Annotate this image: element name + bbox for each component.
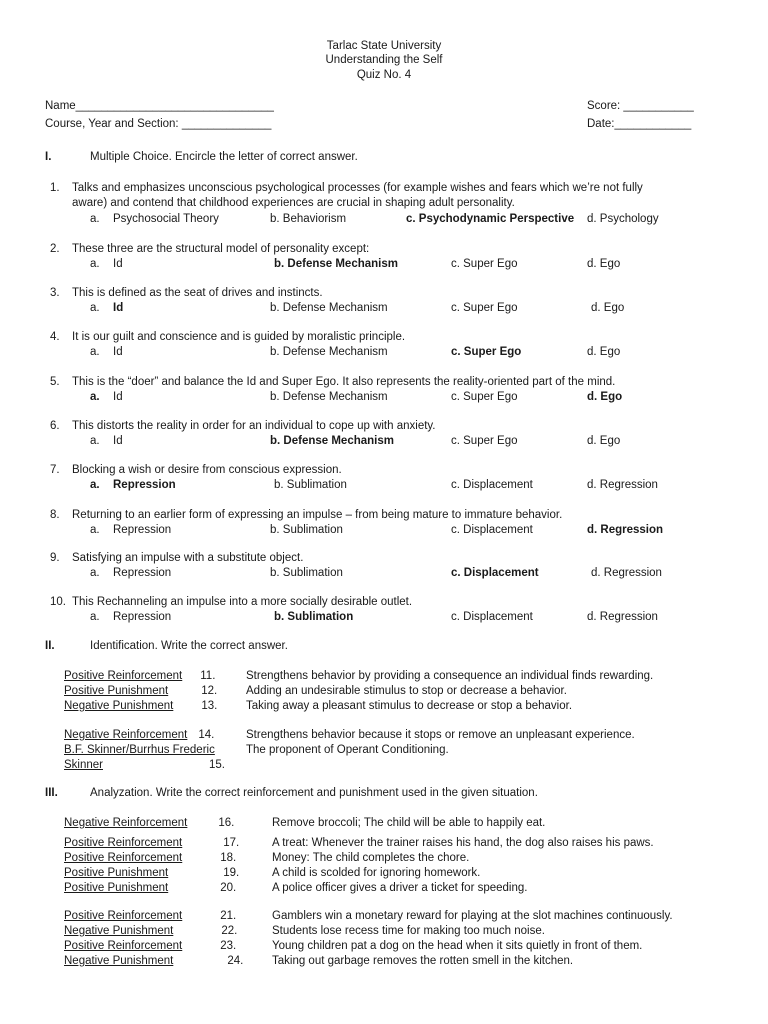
item-16-text: Remove broccoli; The child will be able to happily eat.	[272, 817, 546, 829]
q7-choice-a-letter: a.	[90, 479, 100, 491]
q6-choice-b: b. Defense Mechanism	[270, 435, 394, 447]
part3-instruction: Analyzation. Write the correct reinforcement and punishment used in the given situation.	[90, 787, 538, 799]
course-title: Understanding the Self	[325, 54, 443, 66]
q4-number: 4.	[50, 331, 60, 343]
q6-choice-c: c. Super Ego	[451, 435, 518, 447]
answer-14: Negative Reinforcement 14.	[64, 729, 215, 741]
q6-choice-d: d. Ego	[587, 435, 621, 447]
q5-choice-a: Id	[113, 391, 123, 403]
q2-choice-a-letter: a.	[90, 258, 100, 270]
q3-text: This is defined as the seat of drives and instincts.	[72, 287, 323, 299]
item-23-text: Young children pat a dog on the head when it sits quietly in front of them.	[272, 940, 643, 952]
answer-22: Negative Punishment 22.	[64, 925, 238, 937]
q5-number: 5.	[50, 376, 60, 388]
answer-11: Positive Reinforcement 11.	[64, 670, 216, 682]
q1-choice-a: Psychosocial Theory	[113, 213, 219, 225]
answer-20: Positive Punishment 20.	[64, 882, 237, 894]
q9-choice-b: b. Sublimation	[270, 567, 343, 579]
q5-choice-b: b. Defense Mechanism	[270, 391, 388, 403]
q8-choice-c: c. Displacement	[451, 524, 533, 536]
q6-text: This distorts the reality in order for an individual to cope up with anxiety.	[72, 420, 436, 432]
q9-choice-a: Repression	[113, 567, 172, 579]
q2-choice-a: Id	[113, 258, 123, 270]
q2-choice-d: d. Ego	[587, 258, 621, 270]
q9-number: 9.	[50, 552, 60, 564]
q8-choice-d: d. Regression	[587, 524, 664, 536]
answer-15-line2: Skinner 15.	[64, 759, 225, 771]
answer-16: Negative Reinforcement 16.	[64, 817, 235, 829]
q10-choice-d: d. Regression	[587, 611, 658, 623]
date-field: Date:____________	[587, 118, 692, 130]
item-11-text: Strengthens behavior by providing a consequence an individual finds rewarding.	[246, 670, 654, 682]
q3-choice-b: b. Defense Mechanism	[270, 302, 388, 314]
q4-text: It is our guilt and conscience and is guided by moralistic principle.	[72, 331, 406, 343]
score-field: Score: ___________	[587, 100, 694, 112]
course-section-field: Course, Year and Section: ______________	[45, 118, 272, 130]
q7-choice-a: Repression	[113, 479, 176, 491]
q1-choice-a-letter: a.	[90, 213, 100, 225]
quiz-title: Quiz No. 4	[356, 69, 412, 81]
answer-12: Positive Punishment 12.	[64, 685, 218, 697]
q1-choice-d: d. Psychology	[587, 213, 659, 225]
q2-number: 2.	[50, 243, 60, 255]
q7-text: Blocking a wish or desire from conscious expression.	[72, 464, 342, 476]
q4-choice-a: Id	[113, 346, 123, 358]
answer-19: Positive Punishment 19.	[64, 867, 240, 879]
item-13-text: Taking away a pleasant stimulus to decrease or stop a behavior.	[246, 700, 573, 712]
university-title: Tarlac State University	[326, 40, 442, 52]
q3-choice-d: d. Ego	[591, 302, 625, 314]
q9-choice-a-letter: a.	[90, 567, 100, 579]
part1-numeral: I.	[45, 151, 52, 163]
item-17-text: A treat: Whenever the trainer raises his hand, the dog also raises his paws.	[272, 837, 654, 849]
q6-choice-a: Id	[113, 435, 123, 447]
q4-choice-d: d. Ego	[587, 346, 621, 358]
q3-choice-a: Id	[113, 302, 124, 314]
q1-text-line2: aware) and contend that childhood experiences are crucial in shaping adult personality.	[72, 197, 515, 209]
item-21-text: Gamblers win a monetary reward for playing at the slot machines continuously.	[272, 910, 673, 922]
q2-choice-b: b. Defense Mechanism	[274, 258, 398, 270]
q9-text: Satisfying an impulse with a substitute object.	[72, 552, 304, 564]
q7-number: 7.	[50, 464, 60, 476]
q7-choice-c: c. Displacement	[451, 479, 533, 491]
q8-text: Returning to an earlier form of expressing an impulse – from being mature to immature behavior.	[72, 509, 563, 521]
q6-number: 6.	[50, 420, 60, 432]
q10-choice-a: Repression	[113, 611, 172, 623]
q1-choice-b: b. Behaviorism	[270, 213, 347, 225]
part2-instruction: Identification. Write the correct answer.	[90, 640, 288, 652]
q6-choice-a-letter: a.	[90, 435, 100, 447]
q10-choice-c: c. Displacement	[451, 611, 533, 623]
item-15-text: The proponent of Operant Conditioning.	[246, 744, 449, 756]
q1-number: 1.	[50, 182, 60, 194]
q8-number: 8.	[50, 509, 60, 521]
q8-choice-a-letter: a.	[90, 524, 100, 536]
item-14-text: Strengthens behavior because it stops or remove an unpleasant experience.	[246, 729, 635, 741]
q8-choice-b: b. Sublimation	[270, 524, 343, 536]
q5-choice-d: d. Ego	[587, 391, 623, 403]
q4-choice-b: b. Defense Mechanism	[270, 346, 388, 358]
answer-18: Positive Reinforcement 18.	[64, 852, 237, 864]
q9-choice-c: c. Displacement	[451, 567, 539, 579]
q4-choice-c: c. Super Ego	[451, 346, 522, 358]
answer-21: Positive Reinforcement 21.	[64, 910, 237, 922]
q5-choice-c: c. Super Ego	[451, 391, 518, 403]
q10-choice-a-letter: a.	[90, 611, 100, 623]
answer-17: Positive Reinforcement 17.	[64, 837, 240, 849]
item-12-text: Adding an undesirable stimulus to stop or decrease a behavior.	[246, 685, 567, 697]
answer-24: Negative Punishment 24.	[64, 955, 244, 967]
q4-choice-a-letter: a.	[90, 346, 100, 358]
name-field: Name_______________________________	[45, 100, 274, 112]
part1-instruction: Multiple Choice. Encircle the letter of correct answer.	[90, 151, 358, 163]
q3-choice-a-letter: a.	[90, 302, 100, 314]
q10-number: 10.	[50, 596, 66, 608]
q1-choice-c: c. Psychodynamic Perspective	[406, 213, 575, 225]
q2-choice-c: c. Super Ego	[451, 258, 518, 270]
q7-choice-b: b. Sublimation	[274, 479, 347, 491]
q7-choice-d: d. Regression	[587, 479, 658, 491]
answer-13: Negative Punishment 13.	[64, 700, 218, 712]
q8-choice-a: Repression	[113, 524, 172, 536]
item-20-text: A police officer gives a driver a ticket for speeding.	[272, 882, 528, 894]
q10-choice-b: b. Sublimation	[274, 611, 354, 623]
q5-text: This is the “doer” and balance the Id and Super Ego. It also represents the reality-oriented part of the mind.	[72, 376, 616, 388]
q10-text: This Rechanneling an impulse into a more socially desirable outlet.	[72, 596, 413, 608]
part3-numeral: III.	[45, 787, 58, 799]
q3-choice-c: c. Super Ego	[451, 302, 518, 314]
q1-text-line1: Talks and emphasizes unconscious psychological processes (for example wishes and fears which we’re not fully	[72, 182, 643, 194]
part2-numeral: II.	[45, 640, 55, 652]
answer-15-line1: B.F. Skinner/Burrhus Frederic	[64, 744, 215, 756]
q9-choice-d: d. Regression	[591, 567, 662, 579]
q3-number: 3.	[50, 287, 60, 299]
item-22-text: Students lose recess time for making too much noise.	[272, 925, 545, 937]
item-24-text: Taking out garbage removes the rotten smell in the kitchen.	[272, 955, 574, 967]
item-19-text: A child is scolded for ignoring homework.	[272, 867, 481, 879]
item-18-text: Money: The child completes the chore.	[272, 852, 470, 864]
q2-text: These three are the structural model of personality except:	[72, 243, 370, 255]
q5-choice-a-letter: a.	[90, 391, 100, 403]
answer-23: Positive Reinforcement 23.	[64, 940, 237, 952]
